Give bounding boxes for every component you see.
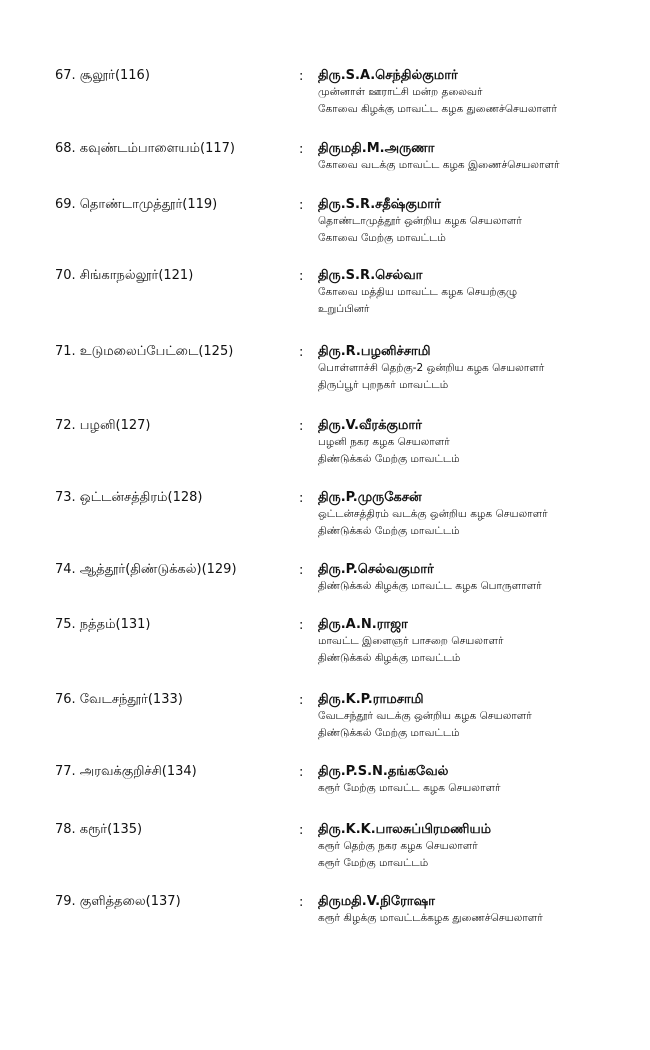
separator-colon: : (299, 269, 304, 284)
separator-colon: : (299, 69, 304, 84)
candidate-role: கோவை மேற்கு மாவட்டம் (318, 232, 446, 244)
candidate-role: திண்டுக்கல் மேற்கு மாவட்டம் (318, 453, 460, 465)
separator-colon: : (299, 693, 304, 708)
constituency-label: 78. கரூர்(135) (55, 822, 143, 837)
candidate-details (318, 822, 638, 872)
candidate-role: கோவை வடக்கு மாவட்ட கழக இணைச்செயலாளர் (318, 159, 560, 171)
candidate-role: திண்டுக்கல் கிழக்கு மாவட்டம் (318, 652, 461, 664)
candidate-details (318, 490, 638, 540)
candidate-name: திரு.K.K.பாலசுப்பிரமணியம் (318, 822, 492, 837)
separator-colon: : (299, 895, 304, 910)
constituency-label: 77. அரவக்குறிச்சி(134) (55, 764, 197, 779)
constituency-label: 71. உடுமலைப்பேட்டை(125) (55, 344, 234, 359)
constituency-label: 76. வேடசந்தூர்(133) (55, 692, 183, 707)
candidate-details (318, 68, 638, 118)
candidate-role: திண்டுக்கல் மேற்கு மாவட்டம் (318, 525, 460, 537)
constituency-label: 70. சிங்காநல்லூர்(121) (55, 268, 194, 283)
separator-colon: : (299, 563, 304, 578)
separator-colon: : (299, 345, 304, 360)
constituency-label: 75. நத்தம்(131) (55, 617, 151, 632)
candidate-name: திரு.P.முருகேசன் (318, 490, 422, 505)
candidate-role: திண்டுக்கல் கிழக்கு மாவட்ட கழக பொருளாளர் (318, 580, 542, 592)
candidate-role: உறுப்பினர் (318, 303, 370, 315)
constituency-label: 69. தொண்டாமுத்தூர்(119) (55, 197, 218, 212)
constituency-label: 72. பழனி(127) (55, 418, 151, 433)
candidate-details (318, 562, 638, 595)
candidate-details (318, 197, 638, 247)
candidate-name: திரு.K.P.ராமசாமி (318, 692, 424, 707)
candidate-name: திரு.S.R.சதீஷ்குமார் (318, 197, 441, 212)
separator-colon: : (299, 823, 304, 838)
candidate-name: திருமதி.M.அருணா (318, 141, 435, 156)
candidate-name: திரு.A.N.ராஜா (318, 617, 408, 632)
candidate-role: கரூர் கிழக்கு மாவட்டக்கழக துணைச்செயலாளர் (318, 912, 543, 924)
candidate-role: வேடசந்தூர் வடக்கு ஒன்றிய கழக செயலாளர் (318, 710, 532, 722)
constituency-label: 79. குளித்தலை(137) (55, 894, 181, 909)
candidate-role: முன்னாள் ஊராட்சி மன்ற தலைவர் (318, 86, 483, 98)
separator-colon: : (299, 198, 304, 213)
candidate-name: திரு.P.S.N.தங்கவேல் (318, 764, 449, 779)
separator-colon: : (299, 765, 304, 780)
candidate-role: கோவை மத்திய மாவட்ட கழக செயற்குழு (318, 286, 518, 298)
constituency-label: 73. ஒட்டன்சத்திரம்(128) (55, 490, 203, 505)
candidate-name: திரு.S.A.செந்தில்குமார் (318, 68, 458, 83)
candidate-role: ஒட்டன்சத்திரம் வடக்கு ஒன்றிய கழக செயலாளர் (318, 508, 548, 520)
constituency-label: 74. ஆத்தூர்(திண்டுக்கல்)(129) (55, 562, 237, 577)
candidate-details (318, 692, 638, 742)
candidate-name: திரு.R.பழனிச்சாமி (318, 344, 431, 359)
candidate-role: பொள்ளாச்சி தெற்கு-2 ஒன்றிய கழக செயலாளர் (318, 362, 545, 374)
candidate-role: கரூர் மேற்கு மாவட்டம் (318, 857, 429, 869)
candidate-details (318, 418, 638, 468)
separator-colon: : (299, 142, 304, 157)
candidate-details (318, 141, 638, 174)
separator-colon: : (299, 491, 304, 506)
candidate-details (318, 764, 638, 797)
candidate-name: திரு.P.செல்வகுமார் (318, 562, 434, 577)
candidate-role: மாவட்ட இளைஞர் பாசறை செயலாளர் (318, 635, 504, 647)
separator-colon: : (299, 618, 304, 633)
candidate-details (318, 617, 638, 667)
constituency-label: 68. கவுண்டம்பாளையம்(117) (55, 141, 235, 156)
candidate-details (318, 268, 638, 318)
candidate-name: திரு.V.வீரக்குமார் (318, 418, 422, 433)
candidate-name: திரு.S.R.செல்வா (318, 268, 423, 283)
candidate-role: திருப்பூர் புறநகர் மாவட்டம் (318, 379, 449, 391)
separator-colon: : (299, 419, 304, 434)
candidate-role: திண்டுக்கல் மேற்கு மாவட்டம் (318, 727, 460, 739)
candidate-role: கரூர் மேற்கு மாவட்ட கழக செயலாளர் (318, 782, 501, 794)
candidate-role: கரூர் தெற்கு நகர கழக செயலாளர் (318, 840, 478, 852)
constituency-label: 67. சூலூர்(116) (55, 68, 150, 83)
candidate-role: பழனி நகர கழக செயலாளர் (318, 436, 450, 448)
candidate-details (318, 894, 638, 927)
candidate-role: தொண்டாமுத்தூர் ஒன்றிய கழக செயலாளர் (318, 215, 522, 227)
candidate-role: கோவை கிழக்கு மாவட்ட கழக துணைச்செயலாளர் (318, 103, 557, 115)
candidate-name: திருமதி.V.நிரோஷா (318, 894, 435, 909)
candidate-details (318, 344, 638, 394)
